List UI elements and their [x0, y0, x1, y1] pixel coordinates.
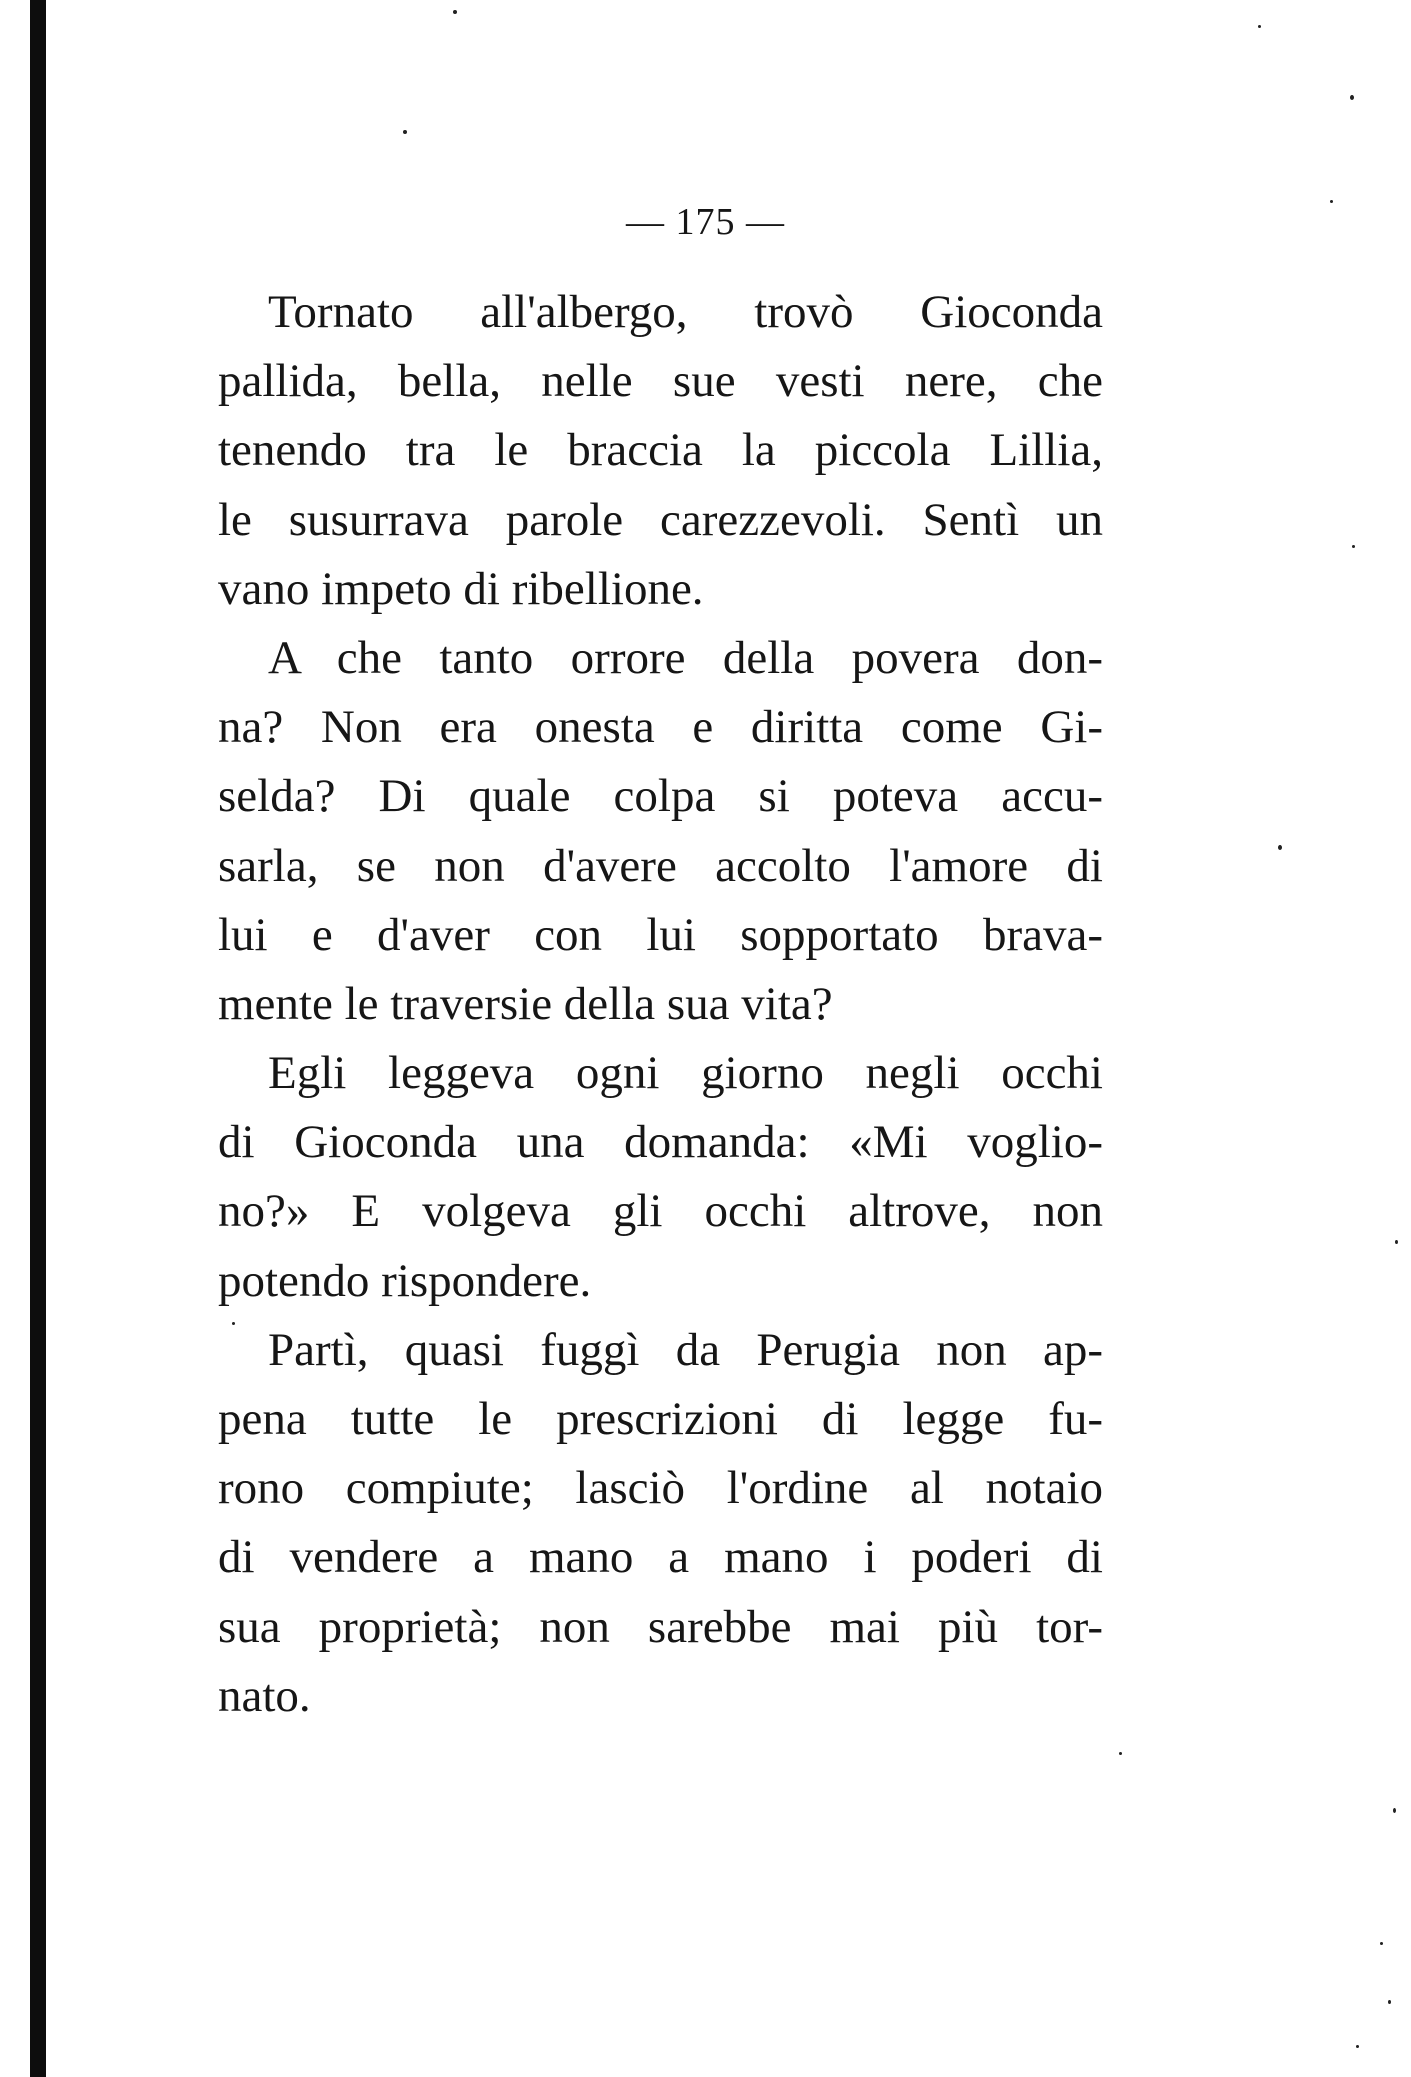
scan-speck — [1258, 25, 1261, 28]
scan-edge-bar — [30, 0, 46, 2077]
body-text — [218, 278, 1103, 1731]
scan-speck — [1352, 545, 1355, 548]
text-line: tenendo tra le braccia la piccola Lillia, — [218, 424, 1103, 477]
text-line: no?» E volgeva gli occhi altrove, non — [218, 1185, 1103, 1238]
scan-speck — [1119, 1752, 1122, 1755]
scan-speck — [1393, 1808, 1396, 1813]
text-line: rono compiute; lasciò l'ordine al notaio — [218, 1462, 1103, 1515]
scan-speck — [1380, 1942, 1383, 1945]
scan-speck — [1395, 1240, 1398, 1244]
scan-speck — [453, 10, 457, 14]
text-line: selda? Di quale colpa si poteva accu- — [218, 770, 1103, 823]
text-line: sarla, se non d'avere accolto l'amore di — [218, 839, 1103, 892]
scan-speck — [1388, 2000, 1391, 2004]
scan-speck — [1278, 845, 1282, 850]
scan-speck — [403, 130, 407, 134]
text-line: A che tanto orrore della povera don- — [268, 631, 1103, 684]
text-line: mente le traversie della sua vita? — [218, 977, 833, 1030]
scan-speck — [1350, 95, 1354, 100]
text-line: vano impeto di ribellione. — [218, 562, 704, 615]
text-line: Partì, quasi fuggì da Perugia non ap- — [268, 1323, 1103, 1376]
text-line: pena tutte le prescrizioni di legge fu- — [218, 1393, 1103, 1445]
text-line: sua proprietà; non sarebbe mai più tor- — [218, 1600, 1103, 1653]
text-line: Tornato all'albergo, trovò Gioconda — [268, 286, 1103, 338]
text-line: pallida, bella, nelle sue vesti nere, che — [218, 355, 1103, 408]
scan-speck — [1356, 2045, 1359, 2048]
text-line: na? Non era onesta e diritta come Gi- — [218, 701, 1103, 754]
text-line: Egli leggeva ogni giorno negli occhi — [268, 1047, 1103, 1100]
text-line: le susurrava parole carezzevoli. Sentì un — [218, 493, 1103, 546]
text-line: nato. — [218, 1669, 311, 1722]
text-line: potendo rispondere. — [218, 1254, 592, 1307]
text-line: di vendere a mano a mano i poderi di — [218, 1531, 1103, 1584]
text-line: di Gioconda una domanda: «Mi voglio- — [218, 1116, 1103, 1169]
page-number: — 175 — — [626, 201, 785, 243]
text-line: lui e d'aver con lui sopportato brava- — [218, 908, 1103, 961]
